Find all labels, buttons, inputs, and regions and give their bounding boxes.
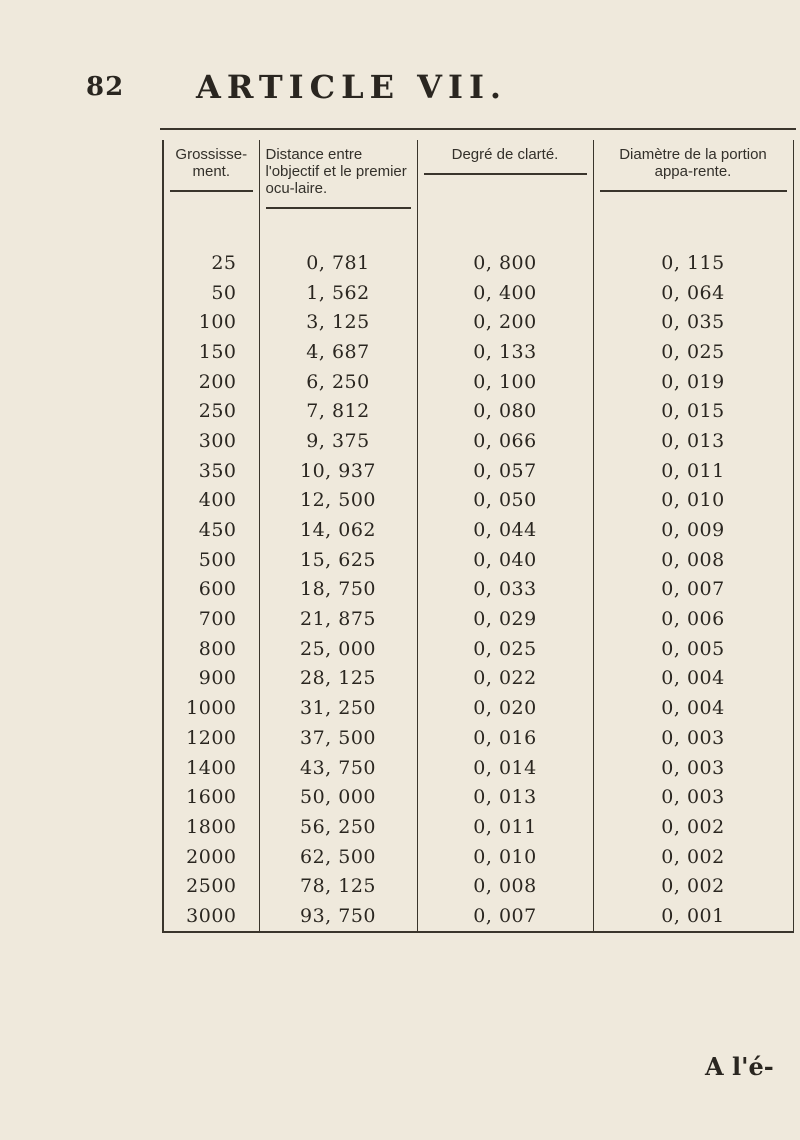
running-head: ARTICLE VII. xyxy=(196,68,508,106)
cell-magnification: 2500 xyxy=(163,871,259,901)
table-row xyxy=(163,723,793,753)
cell-magnification: 150 xyxy=(163,337,259,367)
cell-diameter: 0, 010 xyxy=(593,486,793,516)
table-row xyxy=(163,426,793,456)
cell-diameter: 0, 004 xyxy=(593,693,793,723)
table-header xyxy=(163,140,793,248)
cell-magnification: 300 xyxy=(163,426,259,456)
cell-brightness: 0, 200 xyxy=(417,307,593,337)
cell-diameter: 0, 002 xyxy=(593,871,793,901)
cell-brightness: 0, 080 xyxy=(417,396,593,426)
cell-brightness: 0, 016 xyxy=(417,723,593,753)
cell-distance: 25, 000 xyxy=(259,634,417,664)
table-row xyxy=(163,664,793,694)
cell-brightness: 0, 022 xyxy=(417,664,593,694)
cell-brightness: 0, 133 xyxy=(417,337,593,367)
cell-magnification: 25 xyxy=(163,248,259,278)
cell-magnification: 1600 xyxy=(163,782,259,812)
cell-diameter: 0, 006 xyxy=(593,604,793,634)
cell-distance: 21, 875 xyxy=(259,604,417,634)
table-row xyxy=(163,812,793,842)
cell-distance: 28, 125 xyxy=(259,664,417,694)
cell-magnification: 2000 xyxy=(163,842,259,872)
cell-distance: 18, 750 xyxy=(259,575,417,605)
cell-magnification: 100 xyxy=(163,307,259,337)
cell-magnification: 1200 xyxy=(163,723,259,753)
cell-distance: 62, 500 xyxy=(259,842,417,872)
cell-diameter: 0, 003 xyxy=(593,782,793,812)
cell-magnification: 350 xyxy=(163,456,259,486)
cell-distance: 37, 500 xyxy=(259,723,417,753)
cell-magnification: 250 xyxy=(163,396,259,426)
cell-diameter: 0, 035 xyxy=(593,307,793,337)
cell-diameter: 0, 019 xyxy=(593,367,793,397)
table-row xyxy=(163,693,793,723)
cell-brightness: 0, 020 xyxy=(417,693,593,723)
header-diameter: Diamètre de la portion appa-rente. xyxy=(593,140,793,248)
cell-brightness: 0, 057 xyxy=(417,456,593,486)
cell-diameter: 0, 005 xyxy=(593,634,793,664)
cell-magnification: 3000 xyxy=(163,901,259,932)
table-row xyxy=(163,753,793,783)
table-row xyxy=(163,337,793,367)
table-row xyxy=(163,396,793,426)
table-row xyxy=(163,604,793,634)
cell-diameter: 0, 115 xyxy=(593,248,793,278)
cell-diameter: 0, 011 xyxy=(593,456,793,486)
cell-distance: 78, 125 xyxy=(259,871,417,901)
cell-diameter: 0, 015 xyxy=(593,396,793,426)
cell-distance: 15, 625 xyxy=(259,545,417,575)
table-row xyxy=(163,367,793,397)
cell-brightness: 0, 400 xyxy=(417,278,593,308)
cell-brightness: 0, 014 xyxy=(417,753,593,783)
cell-distance: 50, 000 xyxy=(259,782,417,812)
cell-magnification: 700 xyxy=(163,604,259,634)
table-row xyxy=(163,782,793,812)
cell-magnification: 50 xyxy=(163,278,259,308)
table-row xyxy=(163,871,793,901)
cell-brightness: 0, 800 xyxy=(417,248,593,278)
cell-distance: 7, 812 xyxy=(259,396,417,426)
cell-brightness: 0, 033 xyxy=(417,575,593,605)
cell-magnification: 200 xyxy=(163,367,259,397)
cell-distance: 93, 750 xyxy=(259,901,417,932)
page-number: 82 xyxy=(86,72,125,102)
table-row xyxy=(163,634,793,664)
table-row xyxy=(163,575,793,605)
cell-magnification: 500 xyxy=(163,545,259,575)
header-brightness: Degré de clarté. xyxy=(417,140,593,248)
cell-magnification: 400 xyxy=(163,486,259,516)
cell-distance: 56, 250 xyxy=(259,812,417,842)
cell-diameter: 0, 004 xyxy=(593,664,793,694)
cell-distance: 1, 562 xyxy=(259,278,417,308)
cell-brightness: 0, 011 xyxy=(417,812,593,842)
cell-diameter: 0, 002 xyxy=(593,842,793,872)
cell-diameter: 0, 025 xyxy=(593,337,793,367)
cell-diameter: 0, 002 xyxy=(593,812,793,842)
cell-magnification: 1000 xyxy=(163,693,259,723)
header-row xyxy=(163,140,793,248)
cell-brightness: 0, 010 xyxy=(417,842,593,872)
cell-magnification: 900 xyxy=(163,664,259,694)
cell-magnification: 1800 xyxy=(163,812,259,842)
cell-magnification: 800 xyxy=(163,634,259,664)
cell-brightness: 0, 040 xyxy=(417,545,593,575)
table-row xyxy=(163,901,793,932)
table-row xyxy=(163,486,793,516)
top-rule xyxy=(160,128,796,130)
cell-diameter: 0, 008 xyxy=(593,545,793,575)
cell-magnification: 600 xyxy=(163,575,259,605)
cell-brightness: 0, 029 xyxy=(417,604,593,634)
cell-brightness: 0, 044 xyxy=(417,515,593,545)
table-row xyxy=(163,842,793,872)
table-row xyxy=(163,456,793,486)
cell-distance: 12, 500 xyxy=(259,486,417,516)
cell-distance: 31, 250 xyxy=(259,693,417,723)
cell-brightness: 0, 007 xyxy=(417,901,593,932)
cell-distance: 6, 250 xyxy=(259,367,417,397)
table-row xyxy=(163,278,793,308)
cell-distance: 9, 375 xyxy=(259,426,417,456)
cell-diameter: 0, 001 xyxy=(593,901,793,932)
cell-diameter: 0, 064 xyxy=(593,278,793,308)
cell-diameter: 0, 003 xyxy=(593,753,793,783)
cell-distance: 3, 125 xyxy=(259,307,417,337)
cell-brightness: 0, 100 xyxy=(417,367,593,397)
header-magnification: Grossisse-ment. xyxy=(163,140,259,248)
data-table xyxy=(162,140,794,933)
cell-distance: 0, 781 xyxy=(259,248,417,278)
table-row xyxy=(163,545,793,575)
cell-brightness: 0, 066 xyxy=(417,426,593,456)
cell-magnification: 1400 xyxy=(163,753,259,783)
cell-distance: 43, 750 xyxy=(259,753,417,783)
table-row xyxy=(163,307,793,337)
cell-brightness: 0, 050 xyxy=(417,486,593,516)
cell-distance: 4, 687 xyxy=(259,337,417,367)
cell-diameter: 0, 007 xyxy=(593,575,793,605)
cell-brightness: 0, 013 xyxy=(417,782,593,812)
cell-brightness: 0, 008 xyxy=(417,871,593,901)
cell-magnification: 450 xyxy=(163,515,259,545)
table-row xyxy=(163,248,793,278)
cell-diameter: 0, 003 xyxy=(593,723,793,753)
cell-distance: 10, 937 xyxy=(259,456,417,486)
cell-diameter: 0, 009 xyxy=(593,515,793,545)
cell-diameter: 0, 013 xyxy=(593,426,793,456)
cell-brightness: 0, 025 xyxy=(417,634,593,664)
table-body xyxy=(163,248,793,932)
header-distance: Distance entre l'objectif et le premier ocu-laire. xyxy=(259,140,417,248)
catchword: A l'é- xyxy=(705,1052,774,1081)
table-row xyxy=(163,515,793,545)
cell-distance: 14, 062 xyxy=(259,515,417,545)
